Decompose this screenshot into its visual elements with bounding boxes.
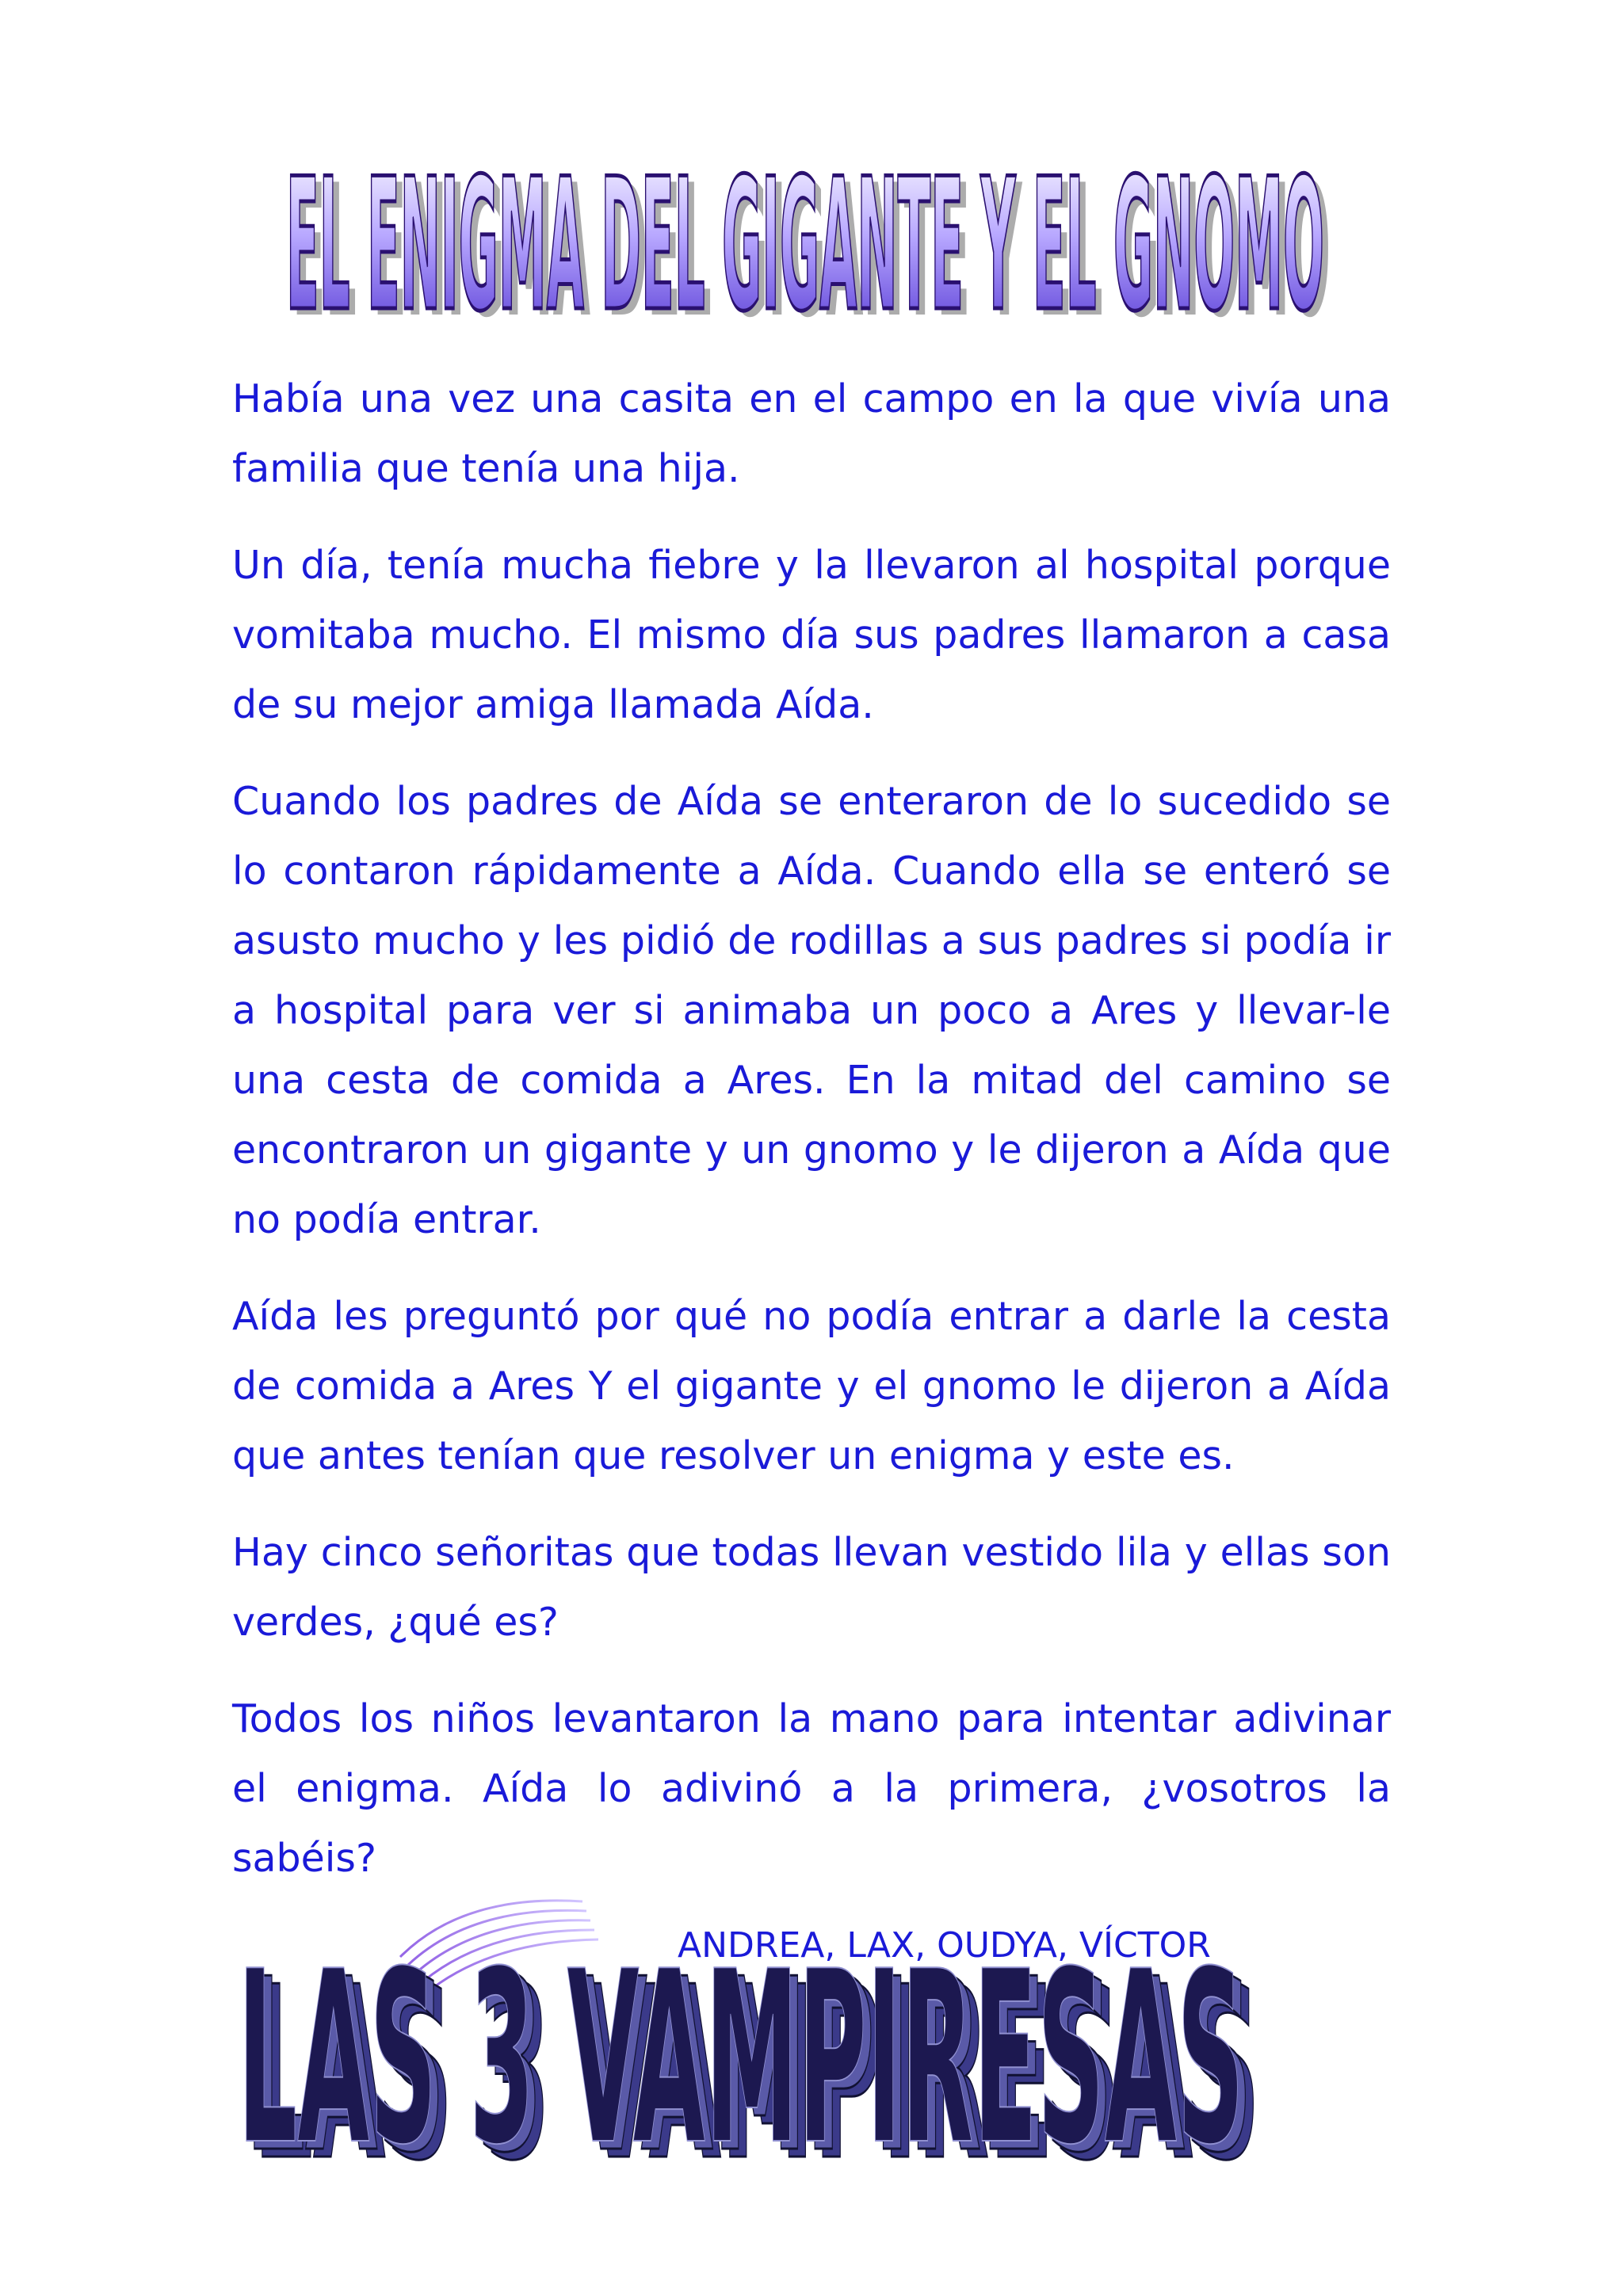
group-name-text: LAS 3 VAMPIRESAS bbox=[238, 1920, 1244, 2197]
title-shadow: EL ENIGMA DEL GIGANTE Y EL GNOMO bbox=[292, 147, 1331, 358]
paragraph: Había una vez una casita en el campo en la que vivía una familia que tenía una hija. bbox=[232, 376, 1391, 491]
title-wordart bbox=[269, 139, 1347, 358]
paragraph: Todos los niños levantaron la mano para intentar adivinar el enigma. Aída lo adivinó a la primera, ¿vosotros la sabéis? bbox=[232, 1696, 1391, 1881]
group-name-graphic bbox=[202, 1862, 1264, 2213]
group-name-mid: LAS 3 VAMPIRESAS bbox=[246, 1928, 1252, 2205]
story-body bbox=[232, 364, 1391, 1894]
paragraph: Cuando los padres de Aída se enteraron de lo sucedido se lo contaron rápidamente a Aída. Cuando ella se enteró se asusto mucho y les pidió de rodillas a sus padres si podía ir a hospital para ver si animaba un poco a Ares y llevar-le una cesta de comida a Ares. En la mitad del camino se encontraron un gigante y un gnomo y le dijeron a Aída que no podía entrar. bbox=[232, 779, 1391, 1242]
title-text: EL ENIGMA DEL GIGANTE Y EL GNOMO bbox=[286, 140, 1324, 352]
group-name-wordart bbox=[202, 1862, 1264, 2213]
document-title bbox=[269, 139, 1347, 358]
group-name-extrusion: LAS 3 VAMPIRESAS bbox=[254, 1936, 1260, 2213]
paragraph: Un día, tenía mucha fiebre y la llevaron al hospital porque vomitaba mucho. El mismo día sus padres llamaron a casa de su mejor amiga llamada Aída. bbox=[232, 543, 1391, 727]
paragraph: Hay cinco señoritas que todas llevan vestido lila y ellas son verdes, ¿qué es? bbox=[232, 1530, 1391, 1645]
authors-line: ANDREA, LAX, OUDYA, VÍCTOR bbox=[678, 1925, 1211, 1966]
paragraph: Aída les preguntó por qué no podía entrar a darle la cesta de comida a Ares Y el gigante y el gnomo le dijeron a Aída que antes tenían que resolver un enigma y este es. bbox=[232, 1294, 1391, 1478]
